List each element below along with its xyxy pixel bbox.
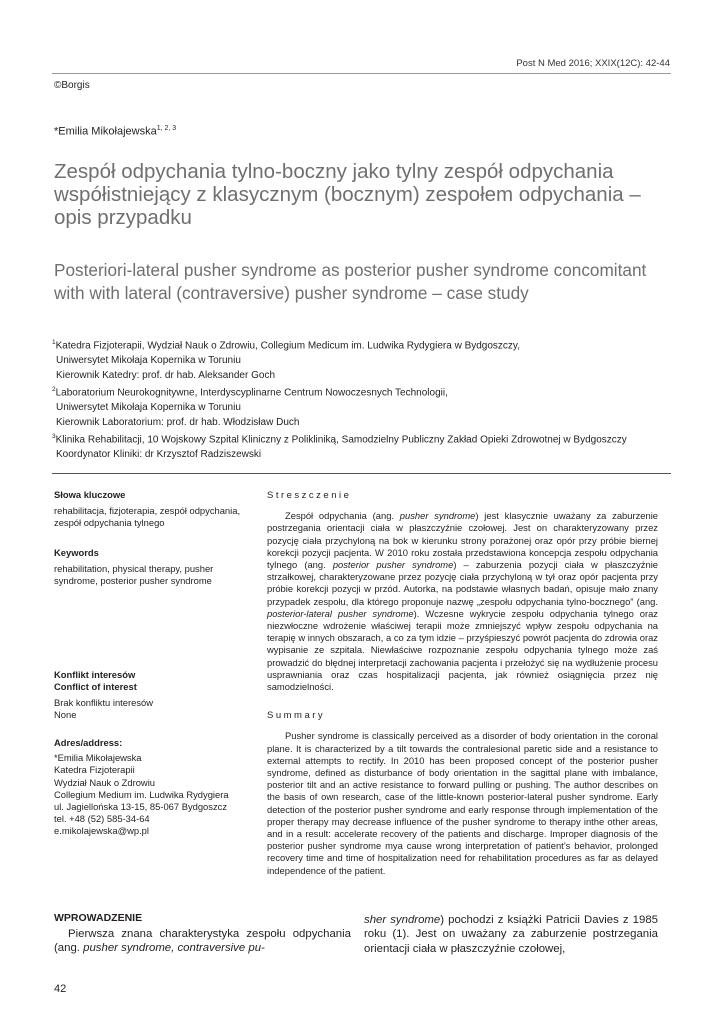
affiliation-line: Koordynator Kliniki: dr Krzysztof Radziszewski xyxy=(56,449,262,461)
keywords-en: rehabilitation, physical therapy, pusher syndrome, posterior pusher syndrome xyxy=(54,562,214,587)
section-heading: WPROWADZENIE xyxy=(54,912,143,924)
affiliations xyxy=(52,336,677,463)
affiliation-line: $^2$Laboratorium Neurokognitywne, Interdyscyplinarne Centrum Nowoczesnych Technologii, xyxy=(52,386,448,399)
streszczenie-text: Zespół odpychania (ang. pusher syndrome) jest klasycznie uważany za zaburzenie postrzegania orientacji ciała w płaszczyźnie czołowej. Jest on charakteryzowany przez pozycję ciała przychyloną na bok w kierunku strony porażonej oraz opór przy próbie biernej korekcji pozycji pacjenta. W 2010 roku została przedstawiona koncepcja zespołu odpychania tylnego (ang. posterior pusher syndrome) – zaburzenia pozycji ciała w płaszczyźnie strzałkowej, charakteryzowane przez pozycję ciała przychyloną w tył oraz opór pacjenta przy próbie korekcji pozycji w przód. Autorka, na podstawie własnych badań, opisuje mało znany przypadek zespołu, dla którego proponuje nazwę „zespołu odpychania tylno-bocznego” (ang. posterior-lateral pusher syndrome). Wczesne wykrycie zespołu odpychania tylnego oraz niezwłoczne wdrożenie właściwej terapii może zmniejszyć wpływ zespołu odpychania na terapię w innych obszarach, a co za tym idzie – przyśpieszyć powrót pacjenta do zdrowia oraz wypisanie ze szpitala. Niewłaściwe rozpoznanie zespołu odpychania tylnego może zaś prowadzić do błędnej interpretacji zachowania pacjenta i przełożyć się na wydłużenie procesu usprawniania oraz czas hospitalizacji pacjenta, jak również osiągnięcia przez nię samodzielności. xyxy=(267,510,659,693)
keywords-pl-heading: Słowa kluczowe xyxy=(54,489,126,500)
conflict-pl: Brak konfliktu interesów xyxy=(54,696,154,708)
section-rule xyxy=(52,473,671,474)
address-line: tel. +48 (52) 585-34-64 xyxy=(54,813,150,825)
summary-text: Pusher syndrome is classically perceived as a disorder of body orientation in the coronal plane. It is characterized by a tilt towards the contralesional paretic side and a resistance to external attempts to rectify. In 2010 has been proposed concept of the posterior pusher syndrome, defined as disturbance of body orientation in the sagittal plane with imbalance, posterior tilt and an active resistance to forward pulling or pushing. The author describes on the basis of own research, case of the little-known posterior-lateral pusher syndrome. Early detection of the posterior pusher syndrome and early response through implementation of the proper therapy may decrease influence of the pusher syndrome to therapy inthe other areas, and in a result: accelerate recovery of the patients and discharge. Improper diagnosis of the posterior pusher syndrome mya cause wrong interpretation of patient’s behavior, prolonged recovery time and time of hospitalization need for rehabilitation procedures as far as delayed independence of the patient. xyxy=(267,730,658,876)
body-paragraph: Pierwsza znana charakterystyka zespołu odpychania (ang. pusher syndrome, contraversive pu- xyxy=(54,928,351,955)
conflict-heading-pl: Konflikt interesów xyxy=(54,669,136,681)
affiliation-line: Uniwersytet Mikołaja Kopernika w Toruniu xyxy=(56,354,241,366)
address-line: ul. Jagiellońska 13-15, 85-067 Bydgoszcz xyxy=(54,801,228,813)
conflict-heading-en: Conflict of interest xyxy=(54,681,137,693)
address-line: Katedra Fizjoterapii xyxy=(54,764,135,776)
affiliation-line: $^3$Klinika Rehabilitacji, 10 Wojskowy Szpital Kliniczny z Polikliniką, Samodzielny Publiczny Zakład Opieki Zdrowotnej w Bydgoszczy xyxy=(52,433,627,446)
header-rule xyxy=(52,73,671,74)
copyright-notice: ©Borgis xyxy=(54,80,90,91)
author-name: *Emilia Mikołajewska xyxy=(54,125,157,138)
streszczenie-label: Streszczenie xyxy=(267,490,352,501)
abstract-column xyxy=(267,490,658,877)
conflict-en: None xyxy=(54,708,77,720)
body-column-right xyxy=(364,913,658,956)
title-english: Posteriori-lateral pusher syndrome as posterior pusher syndrome concomitant with with lateral (contraversive) pusher syndrome – case study xyxy=(54,260,647,303)
affiliation-line: Kierownik Laboratorium: prof. dr hab. Włodzisław Duch xyxy=(56,416,300,428)
affiliation-line: $^1$Katedra Fizjoterapii, Wydział Nauk o Zdrowiu, Collegium Medicum im. Ludwika Rydygiera w Bydgoszczy, xyxy=(52,339,520,352)
address-line: Wydział Nauk o Zdrowiu xyxy=(54,776,155,788)
address-heading: Adres/address: xyxy=(54,737,123,749)
author-line xyxy=(54,125,176,138)
page-number: 42 xyxy=(54,983,67,995)
body-paragraph: sher syndrome) pochodzi z książki Patricii Davies z 1985 roku (1). Jest on uważany za zaburzenie postrzegania orientacji ciała w płaszczyźnie czołowej, xyxy=(364,914,658,955)
title-polish: Zespół odpychania tylno-boczny jako tylny zespół odpychania współistniejący z klasycznym (bocznym) zespołem odpychania – opis przypadku xyxy=(54,160,641,229)
journal-citation: Post N Med 2016; XXIX(12C): 42-44 xyxy=(516,58,670,69)
keywords-pl: rehabilitacja, fizjoterapia, zespół odpychania, zespół odpychania tylnego xyxy=(54,505,241,529)
author-affiliation-marks: 1, 2, 3 xyxy=(156,125,177,132)
address-email: e.mikolajewska@wp.pl xyxy=(54,825,149,837)
body-column-left xyxy=(54,927,351,956)
address-line: *Emilia Mikołajewska xyxy=(54,752,142,764)
sidebar xyxy=(54,489,249,838)
address-block xyxy=(54,752,249,837)
summary-label: Summary xyxy=(267,710,326,722)
address-line: Collegium Medium im. Ludwika Rydygiera xyxy=(54,788,229,800)
affiliation-line: Uniwersytet Mikołaja Kopernika w Toruniu xyxy=(56,402,241,414)
affiliation-line: Kierownik Katedry: prof. dr hab. Aleksander Goch xyxy=(56,369,276,381)
keywords-en-heading: Keywords xyxy=(54,546,99,558)
